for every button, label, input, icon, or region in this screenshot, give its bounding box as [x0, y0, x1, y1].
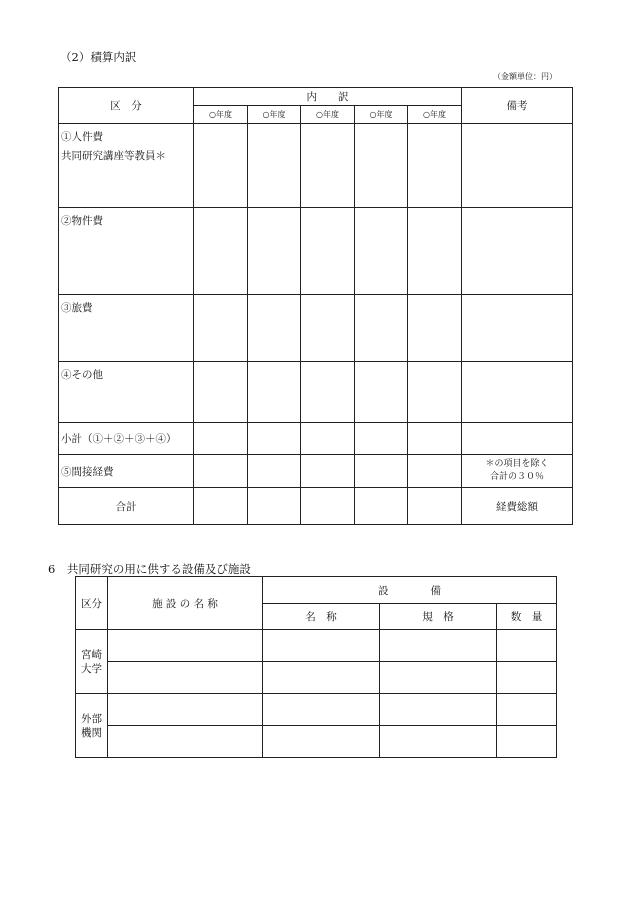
- header-name: 名 称: [263, 604, 380, 630]
- group-external-org: 外部 機関: [76, 694, 108, 758]
- label-personnel-sub: 共同研究講座等教員＊: [61, 150, 166, 162]
- header-quantity: 数 量: [497, 604, 557, 630]
- label-travel: ③旅費: [59, 295, 194, 362]
- section-heading-breakdown: （2）積算内訳: [60, 50, 137, 64]
- row-external-1: [76, 694, 557, 726]
- cost-breakdown-table: [58, 87, 573, 525]
- label-total: 合計: [59, 488, 194, 525]
- total-note: 経費総額: [462, 488, 573, 525]
- row-other: [59, 362, 573, 423]
- row-travel: [59, 295, 573, 362]
- row-subtotal: [59, 423, 573, 455]
- header-spec: 規 格: [380, 604, 497, 630]
- label-subtotal: 小計（①＋②＋③＋④）: [59, 423, 194, 455]
- row-indirect: [59, 455, 573, 488]
- header-kubun: 区 分: [59, 88, 194, 124]
- header-year-3: ○年度: [301, 106, 355, 124]
- row-external-2: [76, 726, 557, 758]
- row-miyazaki-1: [76, 630, 557, 662]
- row-miyazaki-2: [76, 662, 557, 694]
- unit-note: （金額単位：円）: [493, 72, 557, 81]
- header-facility-name: 施 設 の 名 称: [108, 577, 263, 630]
- indirect-note: ＊の項目を除く 合計の３０％: [462, 455, 573, 488]
- header-year-1: ○年度: [194, 106, 248, 124]
- header-bikou: 備考: [462, 88, 573, 124]
- facilities-table: [75, 576, 557, 758]
- row-personnel: [59, 124, 573, 208]
- group-miyazaki-univ: 宮崎 大学: [76, 630, 108, 694]
- header-year-5: ○年度: [408, 106, 462, 124]
- row-total: [59, 488, 573, 525]
- label-other: ④その他: [59, 362, 194, 423]
- header-year-4: ○年度: [355, 106, 408, 124]
- section-heading-facilities: 6 共同研究の用に供する設備及び施設: [48, 562, 251, 576]
- header-equipment: 設 備: [263, 577, 557, 604]
- label-goods: ②物件費: [59, 208, 194, 295]
- label-indirect: ⑤間接経費: [59, 455, 194, 488]
- label-personnel: ①人件費 共同研究講座等教員＊: [59, 124, 194, 208]
- row-goods: [59, 208, 573, 295]
- header-year-2: ○年度: [248, 106, 301, 124]
- header-uchiwake: 内 訳: [194, 88, 462, 106]
- header-kubun-2: 区分: [76, 577, 108, 630]
